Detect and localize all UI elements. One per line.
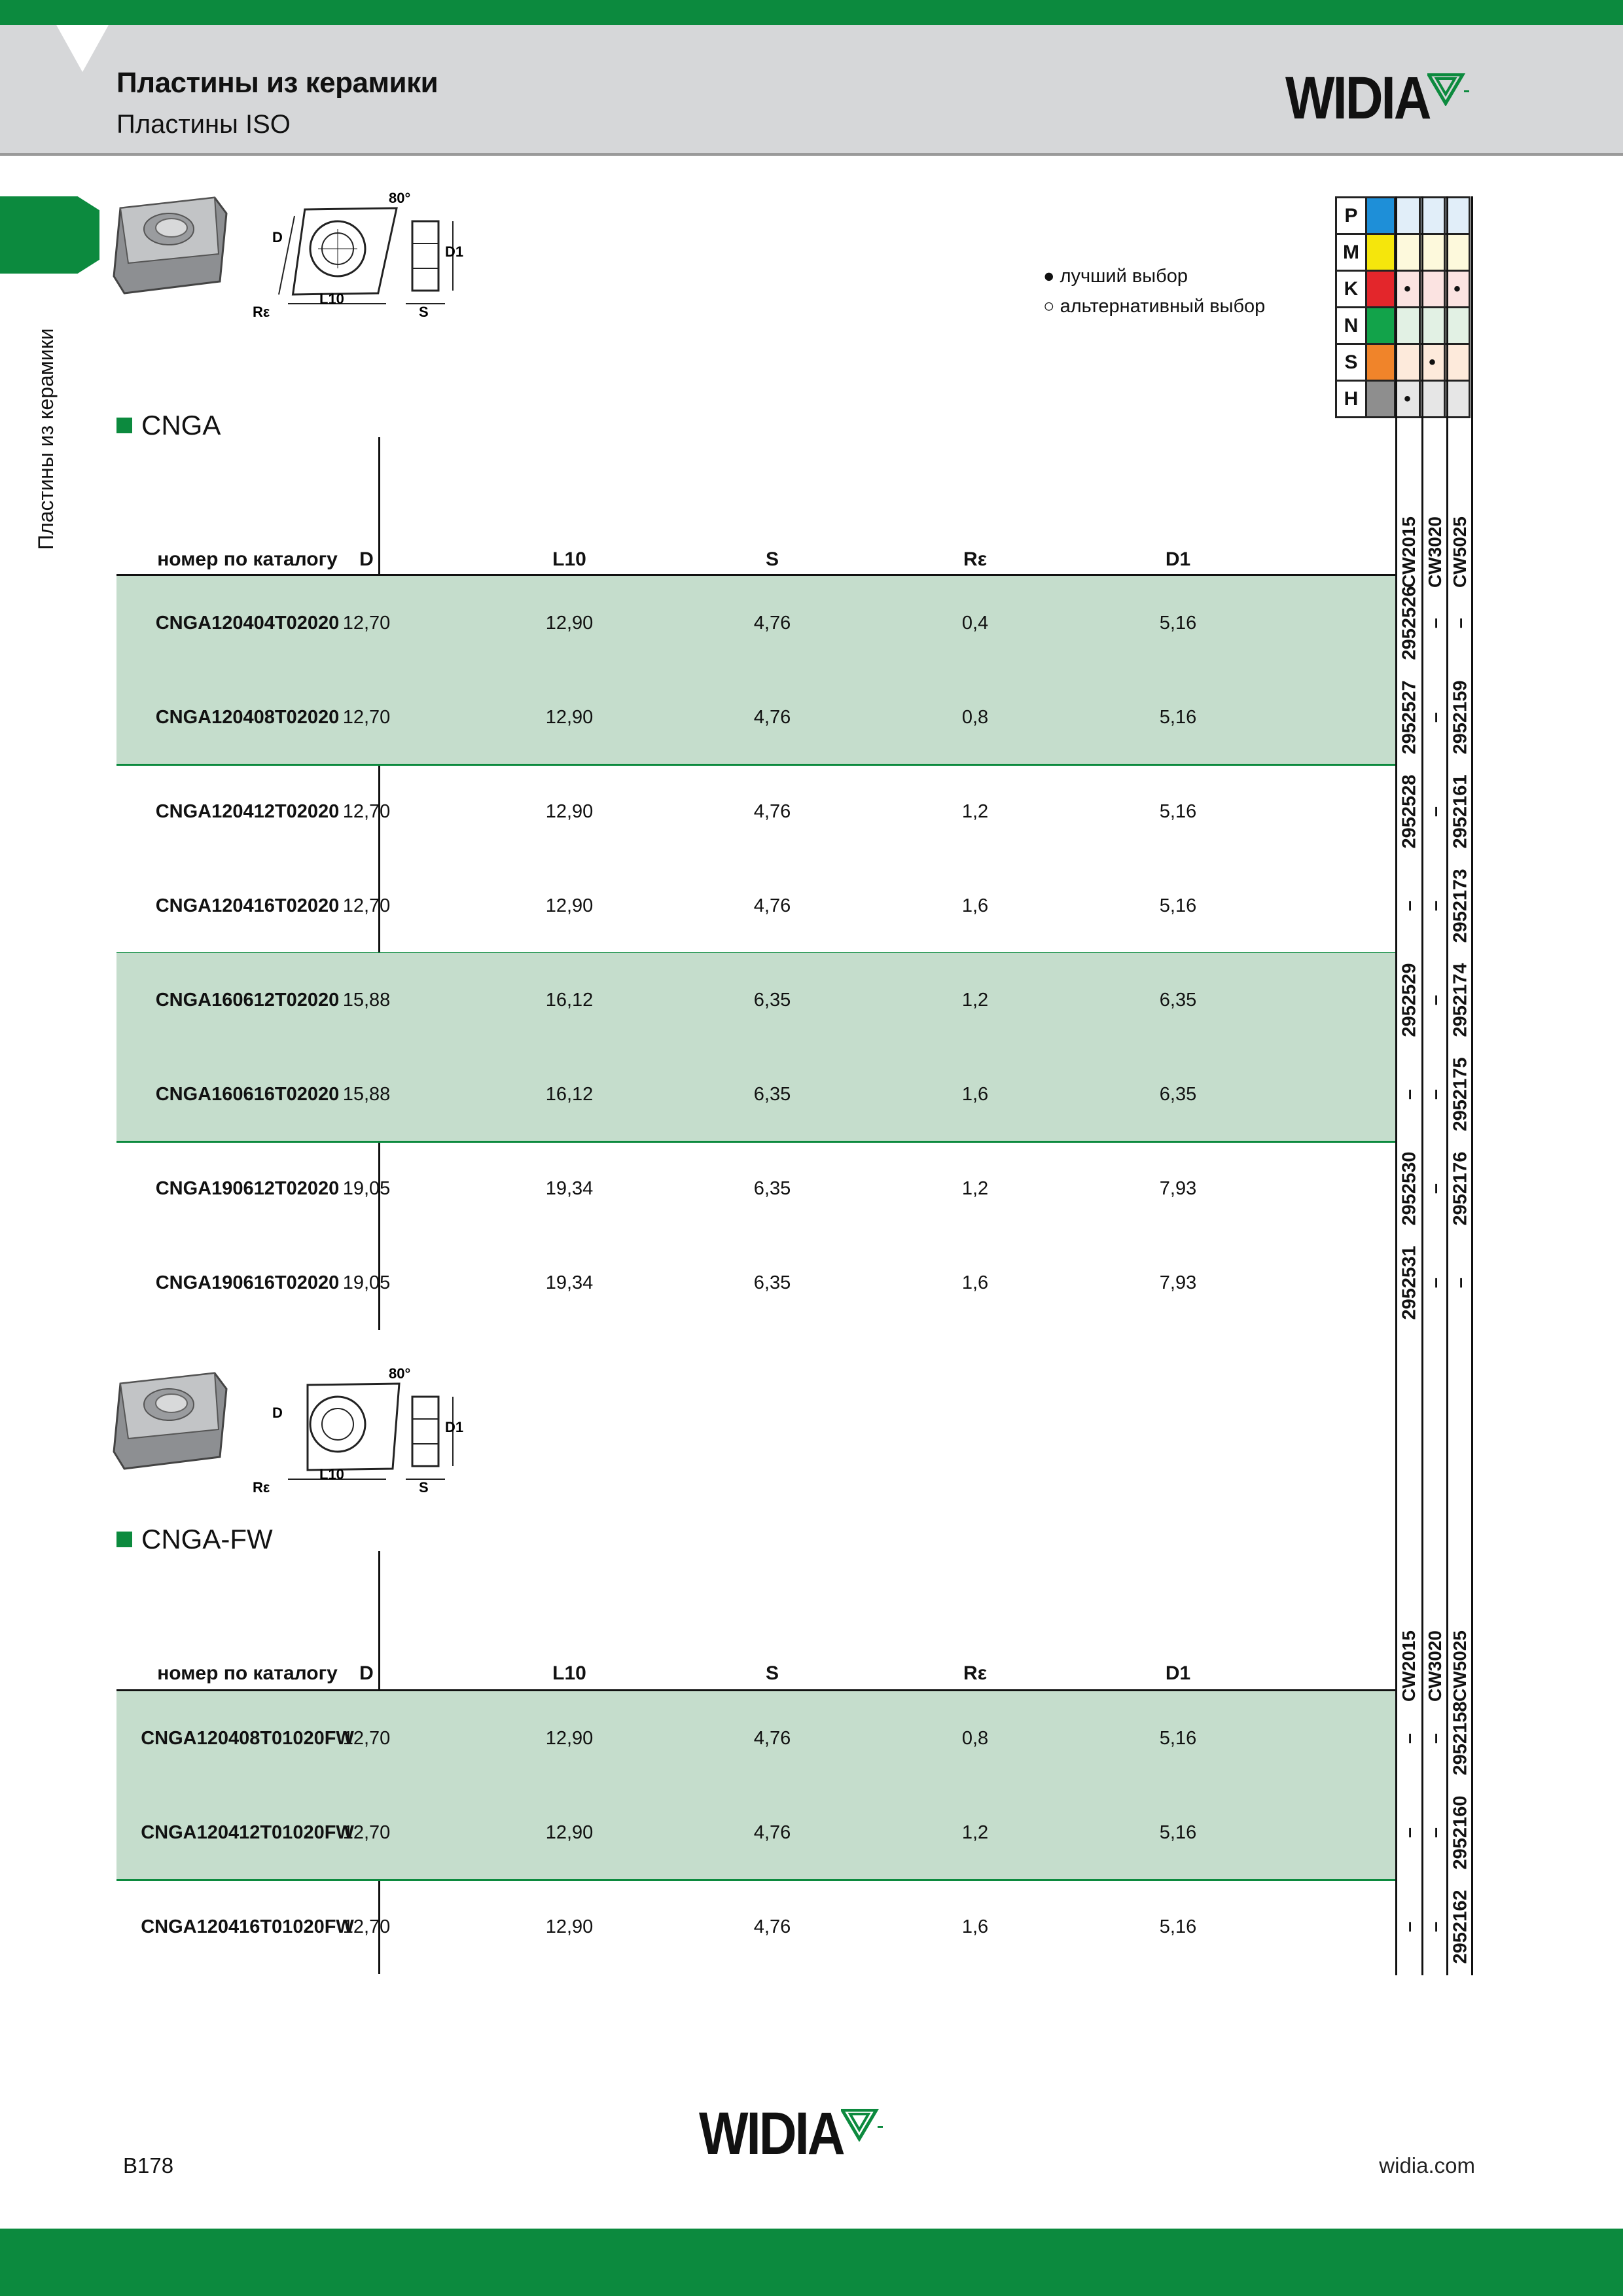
cell-d1: 5,16: [1159, 1822, 1197, 1843]
iso-group-mark: [1420, 198, 1445, 234]
iso-group-mark: [1445, 198, 1470, 234]
column-header-l10: L10: [552, 1662, 586, 1684]
section-heading-cnga: CNGA: [116, 410, 221, 441]
catalog-number: CNGA190612T02020: [155, 1178, 340, 1199]
table-row[interactable]: [116, 764, 1471, 859]
iso-group-mark: [1420, 308, 1445, 344]
cell-d: 12,70: [342, 1916, 391, 1937]
column-header-s: S: [765, 1662, 779, 1684]
order-number-cw2015: [1397, 1141, 1422, 1236]
table-row[interactable]: [116, 953, 1471, 1047]
order-number-text: –: [1399, 1088, 1420, 1100]
order-number-cw3020: [1423, 859, 1448, 953]
order-number-cw5025: [1448, 576, 1473, 670]
order-number-text: –: [1425, 1921, 1446, 1933]
order-number-text: –: [1425, 1732, 1446, 1744]
grade-divider: [1421, 196, 1423, 1975]
drawing-s-label: S: [419, 1479, 429, 1496]
order-number-text: 2952527: [1399, 680, 1420, 755]
order-number-cw3020: [1423, 1691, 1448, 1785]
cell-d1: 5,16: [1159, 1728, 1197, 1749]
iso-group-mark: [1445, 234, 1470, 271]
cell-d: 19,05: [342, 1178, 391, 1199]
order-number-cw2015: [1397, 1691, 1422, 1785]
order-number-cw5025: [1448, 1047, 1473, 1141]
cell-l10: 12,90: [545, 1728, 594, 1749]
drawing-r-label: Rε: [253, 1479, 270, 1496]
order-number-cw5025: [1448, 764, 1473, 859]
iso-group-row: [1336, 344, 1470, 381]
iso-group-row: [1336, 381, 1470, 418]
cell-r: 1,6: [961, 1272, 989, 1293]
order-number-text: –: [1425, 1277, 1446, 1289]
order-number-text: –: [1425, 900, 1446, 912]
order-number-text: 2952161: [1450, 774, 1471, 849]
grade-header-label: CW5025: [1450, 1630, 1470, 1702]
iso-group-color: [1366, 308, 1395, 344]
page-title: Пластины из керамики: [116, 67, 438, 99]
order-number-cw5025: [1448, 1141, 1473, 1236]
table-row[interactable]: [116, 576, 1471, 670]
cell-d: 15,88: [342, 990, 391, 1011]
catalog-number: CNGA190616T02020: [155, 1272, 340, 1293]
widia-triangle-icon: [1427, 73, 1471, 106]
cell-l10: 19,34: [545, 1178, 594, 1199]
iso-group-letter: M: [1336, 234, 1366, 271]
iso-group-color: [1366, 234, 1395, 271]
grade-header-cw2015: [1395, 450, 1421, 588]
catalog-number: CNGA120408T01020FW: [141, 1728, 354, 1749]
grade-header-cw3020: [1421, 450, 1447, 588]
cell-r: 1,2: [961, 1822, 989, 1843]
drawing-s-label: S: [419, 304, 429, 320]
order-number-cw3020: [1423, 1236, 1448, 1330]
catalog-number: CNGA120412T02020: [155, 801, 340, 822]
cell-r: 1,2: [961, 1178, 989, 1199]
order-number-text: –: [1425, 711, 1446, 723]
drawing-l10-label: L10: [319, 1466, 344, 1482]
order-number-cw3020: [1423, 764, 1448, 859]
order-number-text: –: [1425, 1827, 1446, 1839]
cell-l10: 16,12: [545, 1084, 594, 1105]
table-row[interactable]: [116, 1047, 1471, 1141]
order-number-cw3020: [1423, 1880, 1448, 1974]
cell-r: 1,6: [961, 895, 989, 916]
iso-group-color: [1366, 381, 1395, 418]
column-header-r: Rε: [963, 548, 987, 570]
order-number-cw2015: [1397, 953, 1422, 1047]
cell-d: 12,70: [342, 1822, 391, 1843]
legend-best: ● лучший выбор: [1043, 266, 1188, 287]
order-number-text: 2952529: [1399, 963, 1420, 1037]
iso-group-mark: •: [1395, 381, 1420, 418]
drawing-d1-label: D1: [445, 243, 464, 260]
grade-header-cw2015: [1395, 1564, 1421, 1702]
order-number-text: 2952173: [1450, 869, 1471, 943]
order-number-cw2015: [1397, 859, 1422, 953]
insert-drawing-cnga: [111, 190, 478, 324]
cell-d: 15,88: [342, 1084, 391, 1105]
column-header-catalog: номер по каталогу: [157, 1662, 338, 1684]
order-number-text: –: [1425, 806, 1446, 817]
order-number-text: –: [1425, 1088, 1446, 1100]
iso-group-color: [1366, 198, 1395, 234]
cell-s: 6,35: [753, 1084, 791, 1105]
order-number-cw3020: [1423, 1785, 1448, 1880]
order-number-text: –: [1399, 1732, 1420, 1744]
cell-d1: 6,35: [1159, 990, 1197, 1011]
cell-d1: 6,35: [1159, 1084, 1197, 1105]
cell-d1: 5,16: [1159, 801, 1197, 822]
order-number-text: 2952162: [1450, 1890, 1471, 1964]
iso-group-mark: [1420, 381, 1445, 418]
cell-s: 4,76: [753, 613, 791, 634]
order-number-cw3020: [1423, 670, 1448, 764]
order-number-text: –: [1425, 994, 1446, 1006]
order-number-text: 2952175: [1450, 1057, 1471, 1132]
catalog-number: CNGA120408T02020: [155, 707, 340, 728]
grade-header-label: CW2015: [1399, 1630, 1419, 1702]
widia-triangle-icon: [841, 2109, 884, 2142]
order-number-text: 2952174: [1450, 963, 1471, 1037]
order-number-cw2015: [1397, 1785, 1422, 1880]
drawing-l10-label: L10: [319, 291, 344, 307]
section-square-icon: [116, 1532, 132, 1547]
grade-divider: [1395, 196, 1397, 1975]
order-number-cw2015: [1397, 1236, 1422, 1330]
order-number-cw2015: [1397, 670, 1422, 764]
iso-group-color: [1366, 344, 1395, 381]
order-number-text: 2952159: [1450, 680, 1471, 755]
cell-d1: 5,16: [1159, 613, 1197, 634]
widia-logo: WIDIA: [1285, 73, 1471, 128]
iso-group-letter: S: [1336, 344, 1366, 381]
grade-header-cw5025: [1446, 1564, 1472, 1702]
cell-s: 6,35: [753, 1272, 791, 1293]
catalog-number: CNGA160616T02020: [155, 1084, 340, 1105]
order-number-text: –: [1425, 617, 1446, 629]
cell-s: 6,35: [753, 990, 791, 1011]
order-number-cw5025: [1448, 1691, 1473, 1785]
cell-d: 19,05: [342, 1272, 391, 1293]
grade-header-cw3020: [1421, 1564, 1447, 1702]
order-number-cw2015: [1397, 576, 1422, 670]
cell-d1: 5,16: [1159, 1916, 1197, 1937]
order-number-text: –: [1450, 617, 1471, 629]
table-row[interactable]: [116, 1691, 1471, 1785]
order-number-text: 2952531: [1399, 1246, 1420, 1320]
cell-d1: 7,93: [1159, 1178, 1197, 1199]
order-number-text: –: [1450, 1277, 1471, 1289]
table-row[interactable]: [116, 1880, 1471, 1974]
cell-r: 1,2: [961, 801, 989, 822]
order-number-text: 2952160: [1450, 1795, 1471, 1870]
column-header-l10: L10: [552, 548, 586, 570]
table-row[interactable]: [116, 1236, 1471, 1330]
iso-group-row: [1336, 271, 1470, 308]
order-number-cw5025: [1448, 1880, 1473, 1974]
order-number-text: 2952158: [1450, 1701, 1471, 1776]
iso-group-color: [1366, 271, 1395, 308]
grade-divider: [1446, 196, 1448, 1975]
cell-s: 4,76: [753, 1822, 791, 1843]
order-number-cw2015: [1397, 764, 1422, 859]
cell-s: 4,76: [753, 801, 791, 822]
grade-header-label: CW3020: [1425, 1630, 1445, 1702]
grade-header-cw5025: [1446, 450, 1472, 588]
iso-group-mark: •: [1445, 271, 1470, 308]
table-row[interactable]: [116, 670, 1471, 764]
table-row[interactable]: [116, 1785, 1471, 1880]
side-tab: [0, 196, 99, 274]
order-number-text: 2952526: [1399, 586, 1420, 660]
iso-group-mark: [1395, 308, 1420, 344]
grade-header-label: CW3020: [1425, 516, 1445, 588]
iso-group-mark: [1445, 344, 1470, 381]
order-number-text: –: [1399, 1827, 1420, 1839]
order-number-cw3020: [1423, 953, 1448, 1047]
column-header-catalog: номер по каталогу: [157, 548, 338, 570]
cell-l10: 12,90: [545, 801, 594, 822]
order-number-cw5025: [1448, 1236, 1473, 1330]
cell-d: 12,70: [342, 801, 391, 822]
column-header-d: D: [359, 1662, 374, 1684]
grade-header-label: CW2015: [1399, 516, 1419, 588]
top-bar: [0, 0, 1623, 25]
iso-group-mark: [1420, 271, 1445, 308]
grade-header-label: CW5025: [1450, 516, 1470, 588]
cell-l10: 12,90: [545, 1822, 594, 1843]
iso-group-row: [1336, 308, 1470, 344]
order-number-cw3020: [1423, 1047, 1448, 1141]
footer-url[interactable]: widia.com: [1379, 2153, 1475, 2178]
cell-l10: 12,90: [545, 613, 594, 634]
column-header-d: D: [359, 548, 374, 570]
cell-r: 1,2: [961, 990, 989, 1011]
cell-d1: 7,93: [1159, 1272, 1197, 1293]
section-heading-cnga-fw: CNGA-FW: [116, 1524, 273, 1555]
iso-group-mark: [1395, 198, 1420, 234]
catalog-number: CNGA120416T01020FW: [141, 1916, 354, 1937]
cell-s: 6,35: [753, 1178, 791, 1199]
cell-r: 0,4: [961, 613, 989, 634]
order-number-text: 2952176: [1450, 1151, 1471, 1226]
table-row[interactable]: [116, 859, 1471, 953]
angle-label: 80°: [389, 1365, 411, 1382]
iso-group-mark: [1445, 308, 1470, 344]
order-number-cw5025: [1448, 859, 1473, 953]
column-header-d1: D1: [1165, 1662, 1191, 1684]
cell-d1: 5,16: [1159, 707, 1197, 728]
iso-group-letter: H: [1336, 381, 1366, 418]
order-number-text: 2952528: [1399, 774, 1420, 849]
iso-group-letter: N: [1336, 308, 1366, 344]
cell-d: 12,70: [342, 707, 391, 728]
drawing-r-label: Rε: [253, 304, 270, 320]
order-number-cw2015: [1397, 1880, 1422, 1974]
cell-d1: 5,16: [1159, 895, 1197, 916]
header-notch: [56, 25, 109, 72]
column-header-s: S: [765, 548, 779, 570]
table-row[interactable]: [116, 1141, 1471, 1236]
cell-r: 1,6: [961, 1084, 989, 1105]
cell-l10: 12,90: [545, 895, 594, 916]
catalog-number: CNGA120404T02020: [155, 613, 340, 634]
order-number-text: –: [1399, 1921, 1420, 1933]
cell-d: 12,70: [342, 613, 391, 634]
cell-r: 1,6: [961, 1916, 989, 1937]
iso-group-mark: [1420, 234, 1445, 271]
page-number: B178: [123, 2153, 174, 2178]
cell-s: 4,76: [753, 895, 791, 916]
insert-drawing-cnga-fw: [111, 1365, 478, 1499]
cell-l10: 12,90: [545, 1916, 594, 1937]
cell-r: 0,8: [961, 1728, 989, 1749]
catalog-number: CNGA120416T02020: [155, 895, 340, 916]
drawing-d1-label: D1: [445, 1419, 464, 1435]
catalog-number: CNGA120412T01020FW: [141, 1822, 354, 1843]
order-number-cw5025: [1448, 670, 1473, 764]
iso-group-table: [1335, 196, 1471, 418]
iso-group-mark: [1395, 344, 1420, 381]
order-number-cw5025: [1448, 1785, 1473, 1880]
iso-group-letter: K: [1336, 271, 1366, 308]
column-header-d1: D1: [1165, 548, 1191, 570]
grade-divider: [1471, 196, 1473, 1975]
cell-s: 4,76: [753, 1916, 791, 1937]
cell-d: 12,70: [342, 1728, 391, 1749]
iso-group-mark: [1395, 234, 1420, 271]
page-subtitle: Пластины ISO: [116, 110, 291, 139]
footer-widia-logo: WIDIA: [699, 2109, 884, 2164]
iso-group-letter: P: [1336, 198, 1366, 234]
catalog-number: CNGA160612T02020: [155, 990, 340, 1011]
drawing-d-label: D: [272, 229, 283, 245]
cell-d: 12,70: [342, 895, 391, 916]
iso-group-row: [1336, 234, 1470, 271]
order-number-cw3020: [1423, 576, 1448, 670]
angle-label: 80°: [389, 190, 411, 206]
order-number-cw3020: [1423, 1141, 1448, 1236]
order-number-text: –: [1425, 1183, 1446, 1194]
column-header-r: Rε: [963, 1662, 987, 1684]
drawing-d-label: D: [272, 1405, 283, 1421]
cell-r: 0,8: [961, 707, 989, 728]
order-number-cw5025: [1448, 953, 1473, 1047]
cell-l10: 19,34: [545, 1272, 594, 1293]
order-number-text: –: [1399, 900, 1420, 912]
bottom-bar: [0, 2229, 1623, 2296]
cell-s: 4,76: [753, 1728, 791, 1749]
cell-l10: 16,12: [545, 990, 594, 1011]
cell-l10: 12,90: [545, 707, 594, 728]
legend-alternative: ○ альтернативный выбор: [1043, 296, 1266, 317]
iso-group-mark: [1445, 381, 1470, 418]
iso-group-mark: •: [1395, 271, 1420, 308]
iso-group-row: [1336, 198, 1470, 234]
side-label: Пластины из керамики: [34, 328, 58, 550]
section-square-icon: [116, 418, 132, 433]
cell-s: 4,76: [753, 707, 791, 728]
order-number-cw2015: [1397, 1047, 1422, 1141]
order-number-text: 2952530: [1399, 1151, 1420, 1226]
iso-group-mark: •: [1420, 344, 1445, 381]
